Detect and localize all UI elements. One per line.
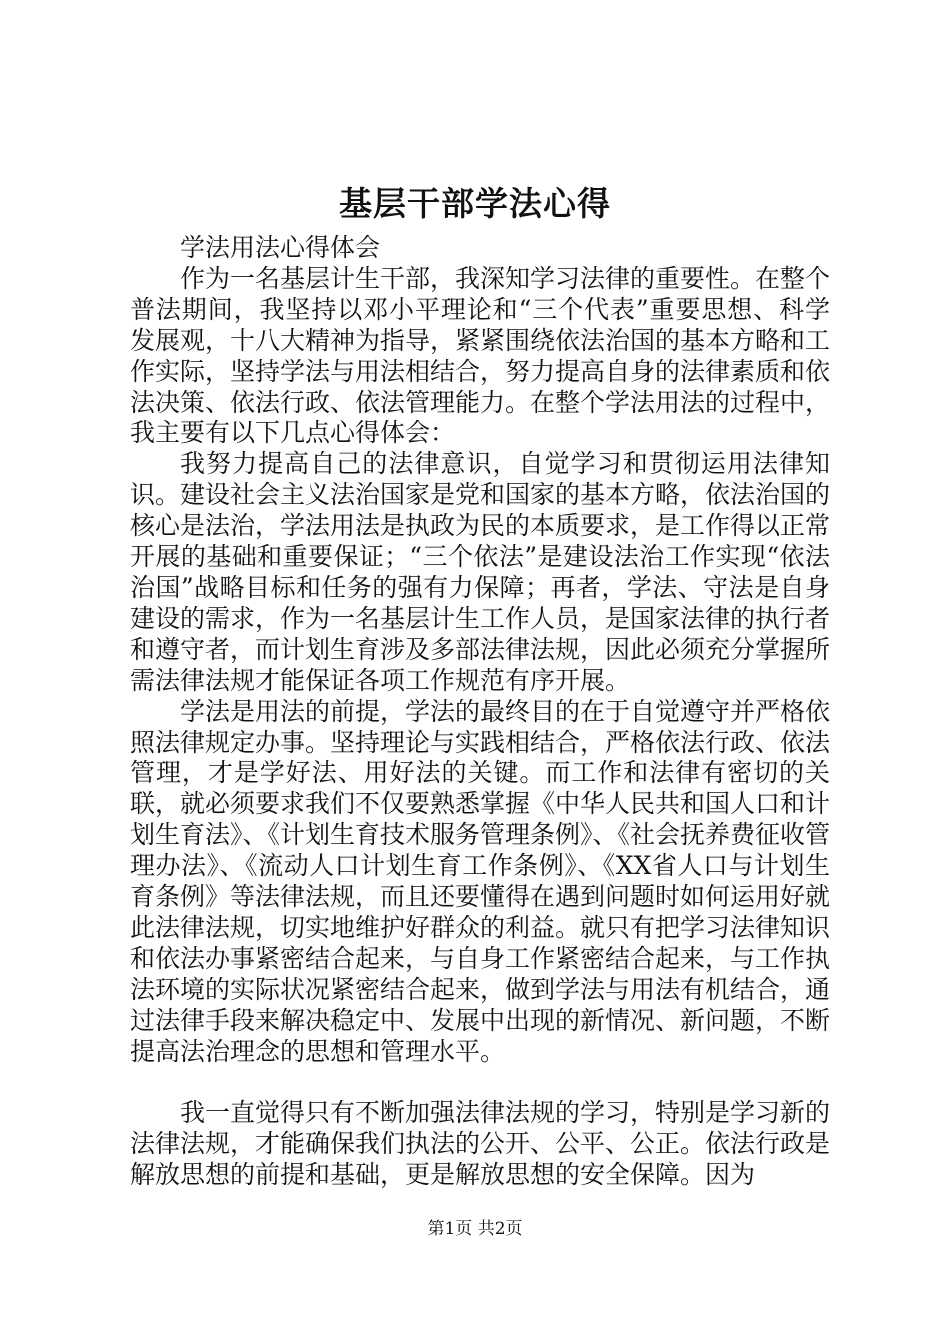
document-title: 基层干部学法心得 (339, 184, 611, 223)
document-body (130, 233, 830, 1191)
paragraph-3: 学法是用法的前提，学法的最终目的在于自觉遵守并严格依照法律规定办事。坚持理论与实践相结合，严格依法行政、依法管理，才是学好法、用好法的关键。而工作和法律有密切的关联，就必须要求我们不仅要熟悉掌握《中华人民共和国人口和计划生育法》、《计划生育技术服务管理条例》、《社会抚养费征收管理办法》、《流动人口计划生育工作条例》、《XX省人口与计划生育条例》等法律法规，而且还要懂得在遇到问题时如何运用好就此法律法规，切实地维护好群众的利益。就只有把学习法律知识和依法办事紧密结合起来，与自身工作紧密结合起来，与工作执法环境的实际状况紧密结合起来，做到学法与用法有机结合，通过法律手段来解决稳定中、发展中出现的新情况、新问题，不断提高法治理念的思想和管理水平。 (130, 696, 831, 1066)
page-number-footer: 第1页 共2页 (427, 1219, 523, 1239)
paragraph-4: 我一直觉得只有不断加强法律法规的学习，特别是学习新的法律法规，才能确保我们执法的公开、公平、公正。依法行政是解放思想的前提和基础，更是解放思想的安全保障。因为 (130, 1098, 831, 1190)
paragraph-2: 我努力提高自己的法律意识，自觉学习和贯彻运用法律知识。建设社会主义法治国家是党和国家的基本方略，依法治国的核心是法治，学法用法是执政为民的本质要求，是工作得以正常开展的基础和重要保证；“三个依法”是建设法治工作实现“依法治国”战略目标和任务的强有力保障；再者，学法、守法是自身建设的需求，作为一名基层计生工作人员，是国家法律的执行者和遵守者，而计划生育涉及多部法律法规，因此必须充分掌握所需法律法规才能保证各项工作规范有序开展。 (130, 449, 831, 695)
paragraph-gap (130, 1067, 830, 1098)
document-subtitle: 学法用法心得体会 (180, 233, 381, 262)
paragraph-1: 作为一名基层计生干部，我深知学习法律的重要性。在整个普法期间，我坚持以邓小平理论和“三个代表”重要思想、科学发展观，十八大精神为指导，紧紧围绕依法治国的基本方略和工作实际，坚持学法与用法相结合，努力提高自身的法律素质和依法决策、依法行政、依法管理能力。在整个学法用法的过程中，我主要有以下几点心得体会： (130, 263, 831, 448)
